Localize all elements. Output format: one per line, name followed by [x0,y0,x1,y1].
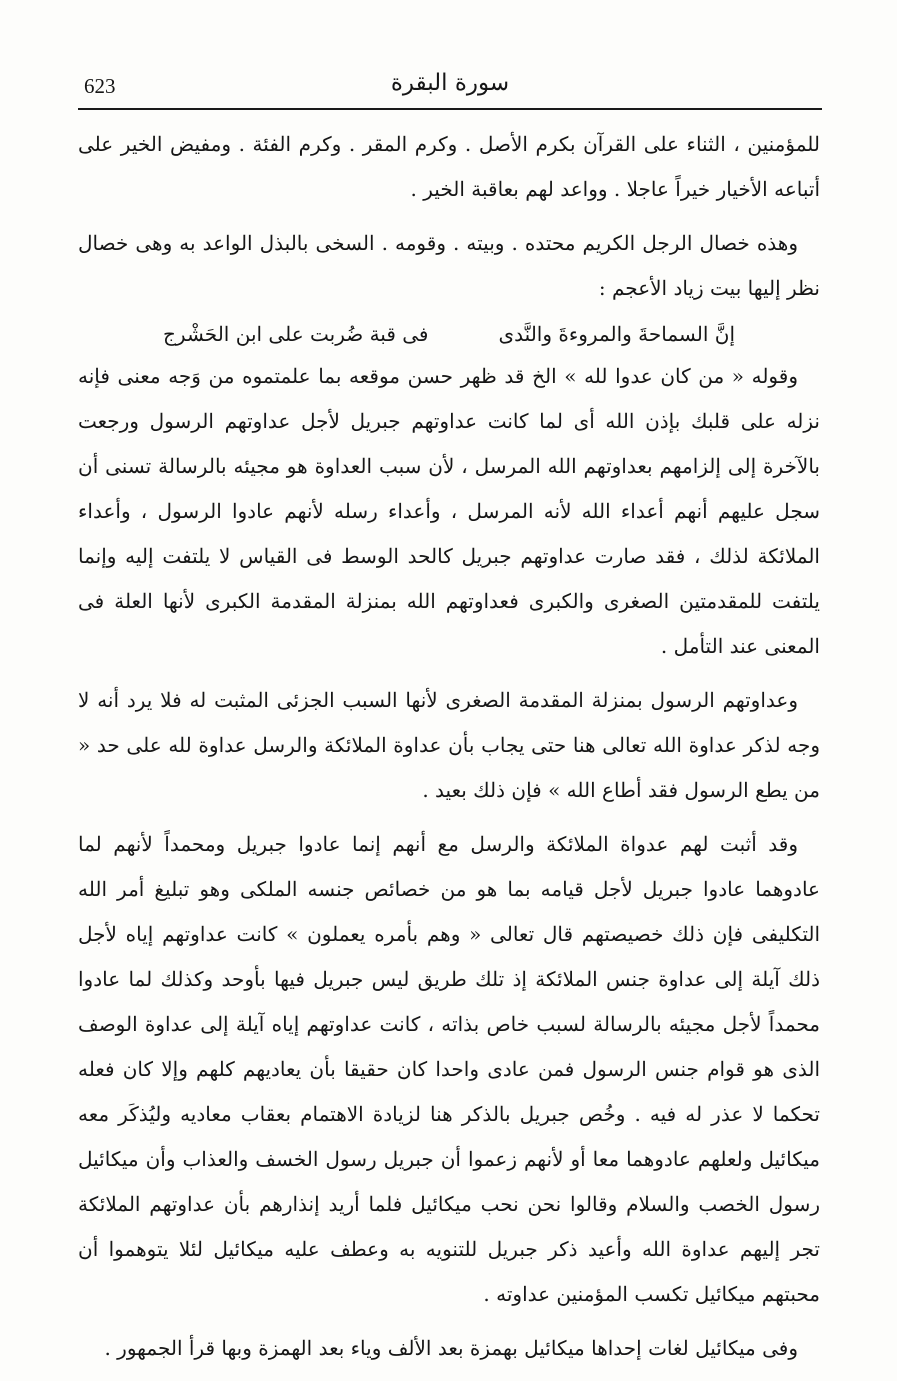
paragraph: للمؤمنين ، الثناء على القرآن بكرم الأصل . وكرم المقر . وكرم الفئة . ومفيض الخير على أتباعه الأخيار خيراً عاجلا . وواعد لهم بعاقبة الخير . [78,132,820,201]
paragraph: وهذه خصال الرجل الكريم محتده . وبيته . وقومه . السخى بالبذل الواعد به وهى خصال نظر إليها بيت زياد الأعجم : [78,231,820,300]
paragraph: وفى ميكائيل لغات إحداها ميكائيل بهمزة بعد الألف وياء بعد الهمزة وبها قرأ الجمهور . [104,1336,798,1360]
paragraph: وعداوتهم الرسول بمنزلة المقدمة الصغرى لأنها السبب الجزئى المثبت له فلا يرد أنه لا وجه لذكر عداوة الله تعالى هنا حتى يجاب بأن عداوة الملائكة والرسل عداوة لله على حد « من يطع الرسول فقد أطاع الله » فإن ذلك بعيد . [78,688,820,802]
paragraph: وقد أثبت لهم عدواة الملائكة والرسل مع أنهم إنما عادوا جبريل ومحمداً لأنهم لما عادوهما عادوا جبريل لأجل قيامه بما هو من خصائص جنسه الملكى وهو تبليغ أمر الله التكليفى فإن ذلك خصيصتهم قال تعالى « وهم بأمره يعملون » كانت عداوتهم إياه لأجل ذلك آيلة إلى عداوة جنس الملائكة إذ تلك طريق ليس جبريل فيها بأوحد وكذلك لما عادوا محمداً لأجل مجيئه بالرسالة لسبب خاص بذاته ، كانت عداوتهم إياه آيلة إلى عداوة الوصف الذى هو قوام جنس الرسول فمن عادى واحدا كان حقيقا بأن يعاديهم كلهم وإلا كان فعله تحكما لا عذر له فيه . وخُص جبريل بالذكر هنا لزيادة الاهتمام بعقاب معاديه وليُذكَر معه ميكائيل ولعلهم عادوهما معا أو لأنهم زعموا أن جبريل رسول الخسف والعذاب وأن ميكائيل رسول الخصب والسلام وقالوا نحن نحب ميكائيل فلما أريد إنذارهم بأن عداوتهم الملائكة تجر إليهم عداوة الله وأعيد ذكر جبريل للتنويه به وعطف عليه ميكائيل لئلا يتوهموا أن محبتهم ميكائيل تكسب المؤمنين عداوته . [78,832,820,1306]
page-header [78,66,822,110]
poetry-verse [78,314,820,354]
page-body [78,122,820,1380]
running-title: سورة البقرة [390,70,510,96]
page-number: 623 [84,74,116,98]
verse-second-hemistich: فى قبة ضُربت على ابن الحَشْرج [163,322,429,346]
paragraph: وقوله « من كان عدوا لله » الخ قد ظهر حسن موقعه بما علمتموه من وَجه معنى فإنه نزله على قلبك بإذن الله أى لما كانت عداوتهم جبريل لأجل عداوتهم الرسول ورجعت بالآخرة إلى إلزامهم بعداوتهم الله المرسل ، لأن سبب العداوة هو مجيئه بالرسالة تسنى أن سجل عليهم أنهم أعداء الله لأنه المرسل ، وأعداء رسله لأنهم عادوا الرسول ، وأعداء الملائكة لذلك ، فقد صارت عداوتهم جبريل كالحد الوسط فى القياس لا يلتفت إليه وإنما يلتفت للمقدمتين الصغرى والكبرى فعداوتهم الله بمنزلة المقدمة الكبرى لأنها العلة فى المعنى عند التأمل . [78,364,820,658]
verse-first-hemistich: إنَّ السماحةَ والمروءةَ والنَّدى [498,322,735,346]
